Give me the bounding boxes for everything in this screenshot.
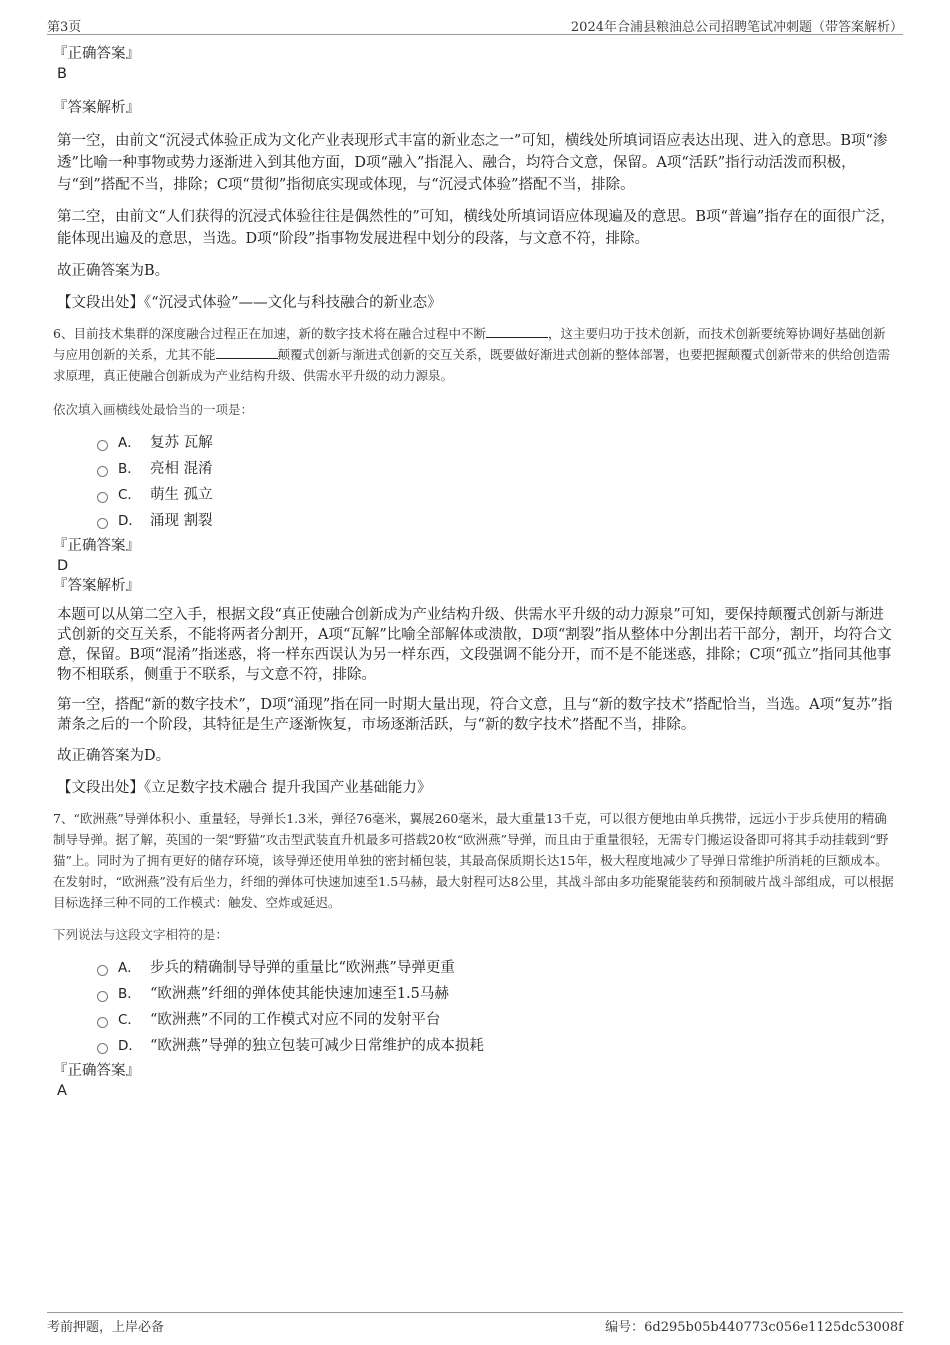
- option-item[interactable]: [97, 1033, 897, 1059]
- option-letter: A．: [118, 960, 141, 976]
- fill-blank: [216, 346, 278, 359]
- stem-part: 6、目前技术集群的深度融合过程正在加速，新的数字技术将在融合过程中不断: [53, 326, 486, 341]
- radio-icon[interactable]: [97, 965, 108, 976]
- option-text: 亮相 混淆: [150, 461, 213, 477]
- option-text: “欧洲燕”导弹的独立包装可减少日常维护的成本损耗: [150, 1038, 484, 1054]
- page-number: 第3页: [47, 20, 82, 35]
- option-letter: C．: [118, 487, 141, 503]
- radio-icon[interactable]: [97, 492, 108, 503]
- question-stem: 7、“欧洲燕”导弹体积小、重量轻，导弹长1.3米，弹径76毫米，翼展260毫米，最大重量13千克，可以很方便地由单兵携带，远远小于步兵使用的精确制导导弹。据了解，英国的一架“野猫”攻击型武装直升机最多可搭载20枚“欧洲燕”导弹，而且由于重量很轻，无需专门搬运设备即可将其手动挂载到“野猫”上。同时为了拥有更好的储存环境，该导弹还使用单独的密封桶包装，其最高保质期长达15年，极大程度地减少了导弹日常维护所消耗的巨额成本。在发射时，“欧洲燕”没有后坐力，纤细的弹体可快速加速至1.5马赫，最大射程可达8公里，其战斗部由多功能聚能装药和预制破片战斗部组成，可以根据目标选择三种不同的工作模式：触发、空炸或延迟。: [53, 811, 894, 910]
- radio-icon[interactable]: [97, 440, 108, 451]
- option-text: 步兵的精确制导导弹的重量比“欧洲燕”导弹更重: [150, 960, 455, 976]
- page-header: [47, 14, 903, 35]
- option-text: “欧洲燕”纤细的弹体使其能快速加速至1.5马赫: [150, 986, 449, 1002]
- option-item[interactable]: [97, 981, 897, 1007]
- option-text: 涌现 割裂: [150, 513, 213, 529]
- option-item[interactable]: [97, 482, 897, 508]
- source-citation: 【文段出处】《立足数字技术融合 提升我国产业基础能力》: [57, 780, 432, 796]
- option-item[interactable]: [97, 456, 897, 482]
- option-text: 复苏 瓦解: [150, 435, 213, 451]
- source-citation: 【文段出处】《“沉浸式体验”——文化与科技融合的新业态》: [57, 295, 442, 311]
- radio-icon[interactable]: [97, 466, 108, 477]
- document-body: [53, 44, 897, 1101]
- question-prompt: 依次填入画横线处最恰当的一项是：: [53, 402, 254, 417]
- stem-part: ，这主要归功于技术创新，而技术创新要统筹协调好基础创新与应用创新的关系，尤其不能: [53, 326, 886, 362]
- option-list: [97, 430, 897, 534]
- correct-answer: D: [57, 558, 69, 574]
- option-letter: D．: [118, 1038, 142, 1054]
- option-letter: D．: [118, 513, 142, 529]
- analysis-paragraph: 第二空，由前文“人们获得的沉浸式体验往往是偶然性的”可知，横线处所填词语应体现遍及的意思。B项“普遍”指存在的面很广泛，能体现出遍及的意思，当选。D项“阶段”指事物发展进程中划分的段落，与文意不符，排除。: [57, 209, 895, 247]
- stem-part: 颠覆式创新与渐进式创新的交互关系，既要做好渐进式创新的整体部署，也要把握颠覆式创新带来的供给创造需求原理，真正使融合创新成为产业结构升级、供需水平升级的动力源泉。: [53, 347, 891, 383]
- question-stem: [53, 323, 897, 386]
- document-title: 2024年合浦县粮油总公司招聘笔试冲刺题（带答案解析）: [570, 20, 903, 35]
- analysis-paragraph: 本题可以从第二空入手，根据文段“真正使融合创新成为产业结构升级、供需水平升级的动力源泉”可知，要保持颠覆式创新与渐进式创新的交互关系，不能将两者分割开，A项“瓦解”比喻全部解体或溃散，D项“割裂”指从整体中分割出若干部分，割开，均符合文意，保留。B项“混淆”指迷惑，将一样东西误认为另一样东西，文段强调不能分开，而不是不能迷惑，排除；C项“孤立”指同其他事物不相联系，侧重于不联系，与文意不符，排除。: [57, 607, 892, 683]
- correct-answer: B: [57, 66, 67, 82]
- option-item[interactable]: [97, 1007, 897, 1033]
- option-letter: B．: [118, 986, 141, 1002]
- analysis-conclusion: 故正确答案为D。: [57, 748, 171, 764]
- answer-label: 『正确答案』: [53, 538, 140, 554]
- analysis-label: 『答案解析』: [53, 578, 140, 594]
- analysis-conclusion: 故正确答案为B。: [57, 263, 170, 279]
- option-item[interactable]: [97, 430, 897, 456]
- option-text: 萌生 孤立: [150, 487, 213, 503]
- question-prompt: 下列说法与这段文字相符的是：: [53, 927, 229, 942]
- radio-icon[interactable]: [97, 518, 108, 529]
- page-footer: [47, 1312, 903, 1333]
- option-item[interactable]: [97, 508, 897, 534]
- footer-slogan: 考前押题，上岸必备: [47, 1320, 165, 1335]
- option-list: [97, 955, 897, 1059]
- option-letter: A．: [118, 435, 141, 451]
- option-item[interactable]: [97, 955, 897, 981]
- answer-label: 『正确答案』: [53, 46, 140, 62]
- option-letter: B．: [118, 461, 141, 477]
- option-letter: C．: [118, 1012, 141, 1028]
- answer-label: 『正确答案』: [53, 1063, 140, 1079]
- radio-icon[interactable]: [97, 1043, 108, 1054]
- radio-icon[interactable]: [97, 991, 108, 1002]
- radio-icon[interactable]: [97, 1017, 108, 1028]
- analysis-label: 『答案解析』: [53, 100, 140, 116]
- analysis-paragraph: 第一空，由前文“沉浸式体验正成为文化产业表现形式丰富的新业态之一”可知，横线处所填词语应表达出现、进入的意思。B项“渗透”比喻一种事物或势力逐渐进入到其他方面，D项“融入”指混入、融合，均符合文意，保留。A项“活跃”指行动活泼而积极，与“到”搭配不当，排除；C项“贯彻”指彻底实现或体现，与“沉浸式体验”搭配不当，排除。: [57, 133, 888, 193]
- analysis-paragraph: 第一空，搭配“新的数字技术”，D项“涌现”指在同一时期大量出现，符合文意，且与“新的数字技术”搭配恰当，当选。A项“复苏”指萧条之后的一个阶段，其特征是生产逐渐恢复，市场逐渐活跃，与“新的数字技术”搭配不当，排除。: [57, 697, 893, 733]
- option-text: “欧洲燕”不同的工作模式对应不同的发射平台: [150, 1012, 441, 1028]
- fill-blank: [486, 325, 548, 338]
- document-id: 编号：6d295b05b440773c056e1125dc53008f: [605, 1320, 903, 1335]
- correct-answer: A: [57, 1083, 67, 1099]
